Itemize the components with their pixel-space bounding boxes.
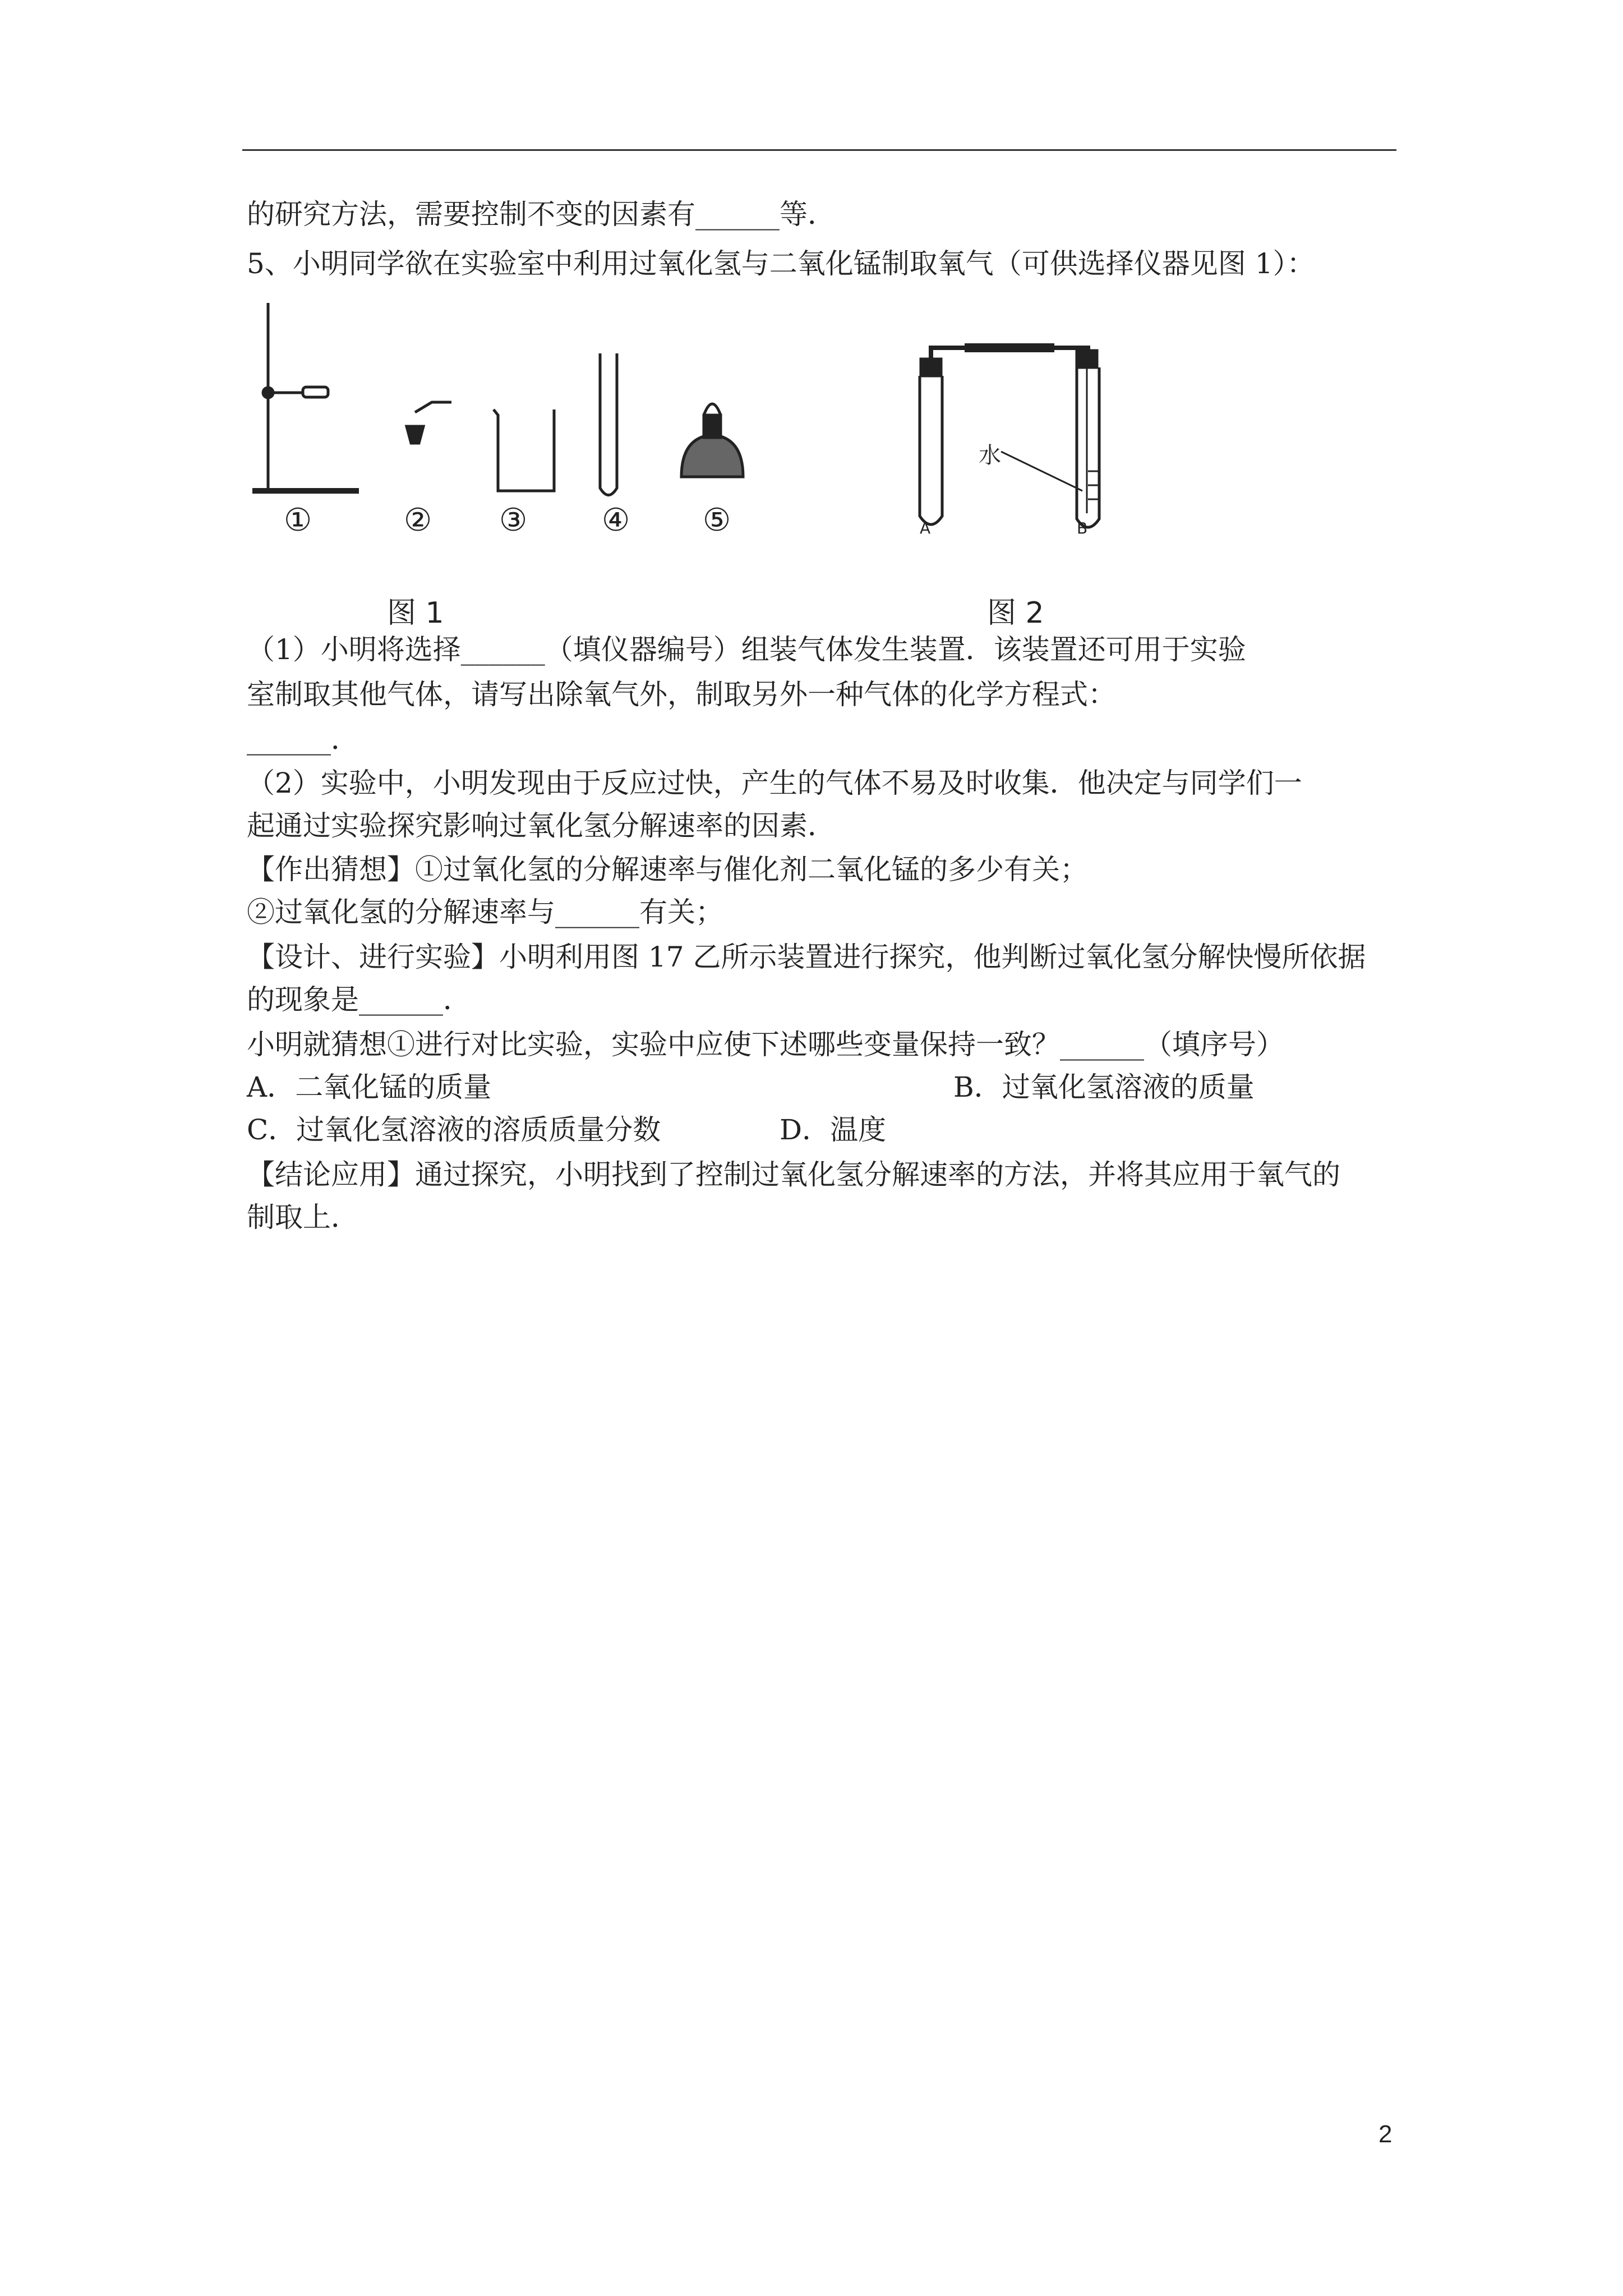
iron-stand-icon [252, 303, 359, 491]
subquestion-1-line-2: 室制取其他气体，请写出除氧气外，制取另外一种气体的化学方程式： [247, 678, 1116, 711]
tube-a-label: A [920, 519, 931, 537]
figure-1-caption: 图 1 [387, 596, 444, 630]
figure-2-caption: 图 2 [987, 596, 1044, 630]
header-rule [242, 149, 1396, 151]
alcohol-lamp-icon [681, 404, 743, 477]
option-c: C．过氧化氢溶液的溶质质量分数 [247, 1114, 661, 1146]
hypothesis-2: ②过氧化氢的分解速率与______有关； [247, 896, 723, 928]
subquestion-1-line-1: （1）小明将选择______（填仪器编号）组装气体发生装置．该装置还可用于实验 [247, 633, 1246, 666]
apparatus-label-1: ① [284, 502, 312, 539]
beaker-icon [494, 409, 554, 491]
control-variables-question: 小明就猜想①进行对比实验，实验中应使下述哪些变量保持一致？______（填序号） [247, 1028, 1284, 1061]
experiment-design-line-2: 的现象是______． [247, 983, 471, 1016]
apparatus-label-4: ④ [602, 502, 630, 539]
test-tube-icon [600, 353, 617, 495]
question-5-stem: 5、小明同学欲在实验室中利用过氧化氢与二氧化锰制取氧气（可供选择仪器见图 1）： [247, 247, 1315, 280]
text-line-1: 的研究方法，需要控制不变的因素有______等． [247, 198, 836, 231]
water-label: 水 [979, 443, 1001, 468]
apparatus-label-5: ⑤ [703, 502, 731, 539]
subquestion-2-line-2: 起通过实验探究影响过氧化氢分解速率的因素． [247, 809, 836, 842]
experiment-design-line-1: 【设计、进行实验】小明利用图 17 乙所示装置进行探究，他判断过氧化氢分解快慢所依据 [247, 941, 1366, 973]
delivery-tube-icon [407, 402, 451, 443]
page-number: 2 [1378, 2120, 1393, 2148]
conclusion-line-2: 制取上． [247, 1201, 359, 1234]
figure-2-drawing [909, 342, 1133, 555]
tube-b-label: B [1077, 519, 1088, 537]
apparatus-label-3: ③ [499, 502, 528, 539]
option-a: A．二氧化锰的质量 [247, 1071, 492, 1103]
option-d: D．温度 [780, 1114, 887, 1146]
connected-tubes-icon [920, 348, 1099, 527]
option-b: B．过氧化氢溶液的质量 [953, 1071, 1255, 1103]
subquestion-1-line-3: ______． [247, 723, 359, 756]
subquestion-2-line-1: （2）实验中，小明发现由于反应过快，产生的气体不易及时收集．他决定与同学们一 [247, 767, 1302, 799]
conclusion-line-1: 【结论应用】通过探究，小明找到了控制过氧化氢分解速率的方法，并将其应用于氧气的 [247, 1158, 1340, 1191]
apparatus-label-2: ② [404, 502, 432, 539]
hypothesis-1: 【作出猜想】①过氧化氢的分解速率与催化剂二氧化锰的多少有关； [247, 853, 1088, 886]
